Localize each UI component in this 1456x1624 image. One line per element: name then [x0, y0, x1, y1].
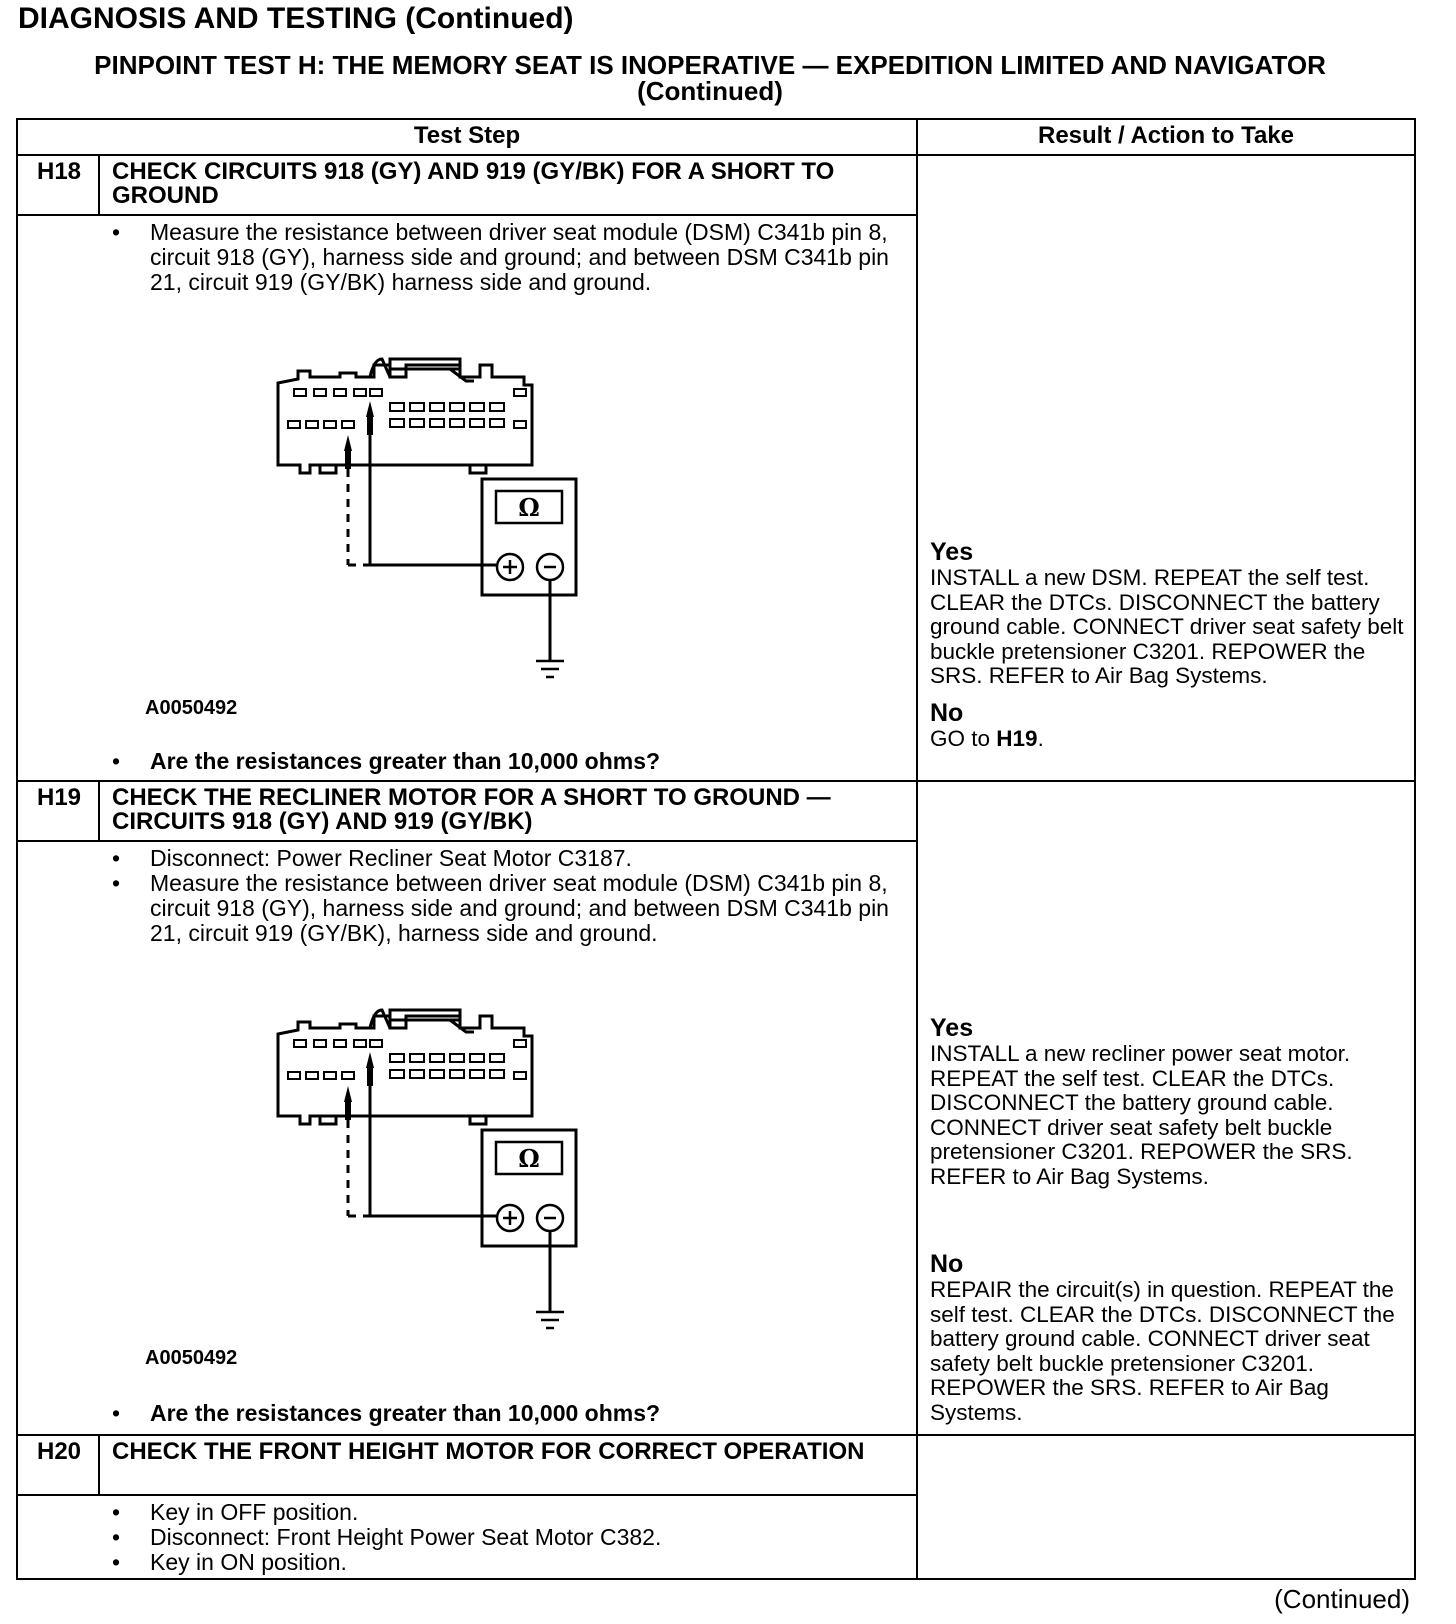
result-yes-text: INSTALL a new recliner power seat motor. REPEAT the self test. CLEAR the DTCs. DISCONNECT the battery ground cable. CONNECT driver seat safety belt buckle pretensioner C3201. REPOWER the SRS. REFER to Air Bag Systems. [930, 1041, 1353, 1189]
list-item: • Measure the resistance between driver seat module (DSM) C341b pin 8, circuit 918 (GY), harness side and ground; and between DSM C341b pin 21, circuit 919 (GY/BK) harness side and ground. [112, 220, 892, 295]
ground-icon [536, 661, 564, 677]
page-title: DIAGNOSIS AND TESTING (Continued) [18, 2, 574, 35]
continued-footer: (Continued) [1274, 1584, 1410, 1614]
column-header-result: Result / Action to Take [1037, 122, 1295, 149]
link-h19[interactable]: H19 [996, 725, 1038, 751]
list-item: • Disconnect: Power Recliner Seat Motor C3187. [112, 846, 892, 871]
connector-pins [288, 1040, 526, 1079]
list-item: • Key in ON position. [112, 1550, 892, 1575]
result-no-label: No [930, 698, 964, 727]
ohmmeter-connector-diagram-h18 [270, 355, 610, 705]
list-item: • Key in OFF position. [112, 1500, 892, 1525]
step-instructions-h18 [112, 220, 892, 295]
step-id-h19: H19 [36, 784, 82, 811]
step-id-h18: H18 [36, 158, 82, 185]
list-item: • Disconnect: Front Height Power Seat Motor C382. [112, 1525, 892, 1550]
step-title-h19: CHECK THE RECLINER MOTOR FOR A SHORT TO GROUND — CIRCUITS 918 (GY) AND 919 (GY/BK) [112, 784, 831, 835]
result-yes-text: INSTALL a new DSM. REPEAT the self test. CLEAR the DTCs. DISCONNECT the battery ground cable. CONNECT driver seat safety belt buckle pretensioner C3201. REPOWER the SRS. REFER to Air Bag Systems. [930, 565, 1404, 688]
step-question-h19: • Are the resistances greater than 10,000 ohms? [112, 1400, 892, 1427]
result-h19-yes [930, 1014, 1420, 1189]
figure-id-h18: A0050492 [145, 697, 238, 719]
pinpoint-test-title [0, 52, 1420, 104]
connector-pins [288, 389, 526, 428]
step-instructions-h20 [112, 1500, 892, 1575]
step-instructions-h19 [112, 846, 892, 946]
ohmmeter-connector-diagram-h19 [270, 1006, 610, 1356]
step-question-h18: • Are the resistances greater than 10,000 ohms? [112, 748, 892, 775]
pinpoint-test-title-line1: PINPOINT TEST H: THE MEMORY SEAT IS INOPERATIVE — EXPEDITION LIMITED AND NAVIGATOR [94, 50, 1326, 80]
result-h19-no [930, 1250, 1420, 1425]
pinpoint-test-title-line2: (Continued) [637, 76, 783, 106]
column-header-test-step: Test Step [413, 122, 521, 149]
step-id-h20: H20 [36, 1438, 82, 1465]
meter-symbol: Ω [518, 493, 540, 522]
list-item: • Measure the resistance between driver seat module (DSM) C341b pin 8, circuit 918 (GY), harness side and ground; and between DSM C341b pin 21, circuit 919 (GY/BK), harness side and ground. [112, 871, 892, 946]
result-no-text: GO to H19. [930, 725, 1044, 751]
step-title-h20: CHECK THE FRONT HEIGHT MOTOR FOR CORRECT OPERATION [112, 1438, 865, 1465]
result-yes-label: Yes [930, 1014, 974, 1042]
step-title-h18: CHECK CIRCUITS 918 (GY) AND 919 (GY/BK) FOR A SHORT TO GROUND [112, 158, 835, 209]
result-h18 [930, 538, 1420, 751]
result-no-label: No [930, 1250, 964, 1278]
meter-symbol: Ω [518, 1144, 540, 1173]
figure-id-h19: A0050492 [145, 1347, 238, 1369]
result-yes-label: Yes [930, 538, 974, 566]
ground-icon [536, 1312, 564, 1328]
result-no-text: REPAIR the circuit(s) in question. REPEAT the self test. CLEAR the DTCs. DISCONNECT the battery ground cable. CONNECT driver seat safety belt buckle pretensioner C3201. REPOWER the SRS. REFER to Air Bag Systems. [930, 1277, 1395, 1425]
